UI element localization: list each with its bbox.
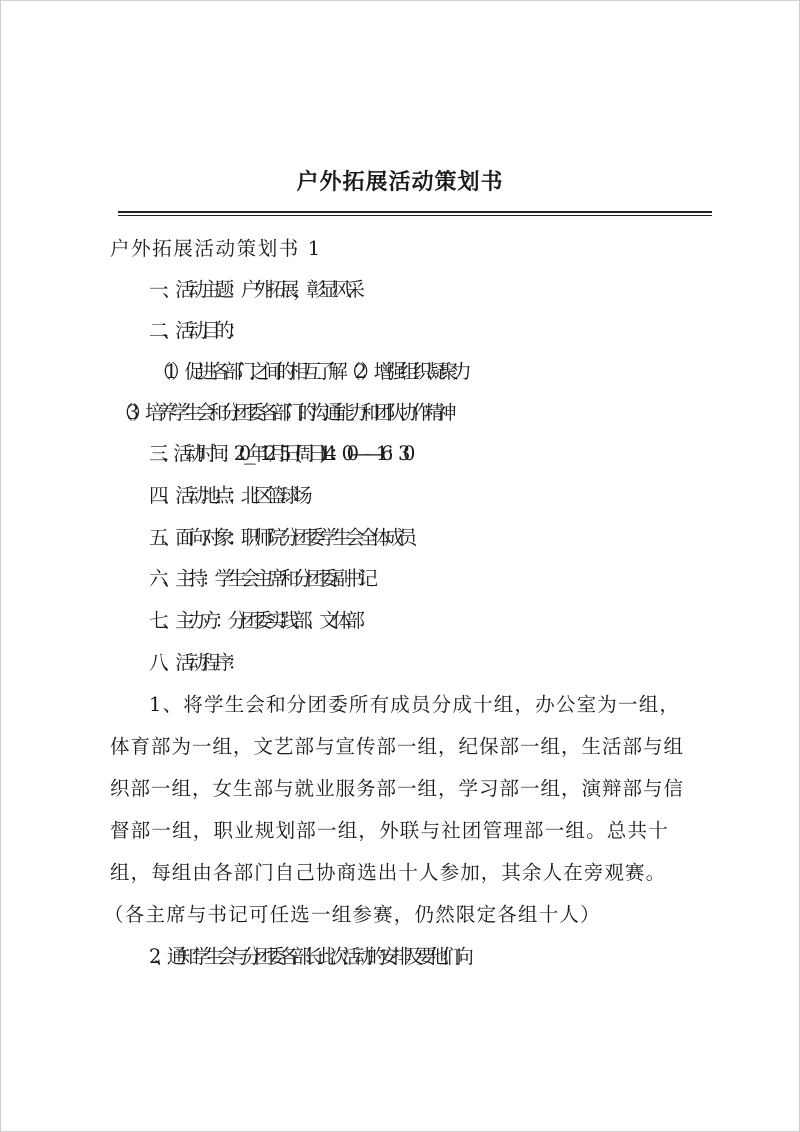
text-line-procedure-7: 2、通知学生会与分团委各部长此次活动的安排及要他们向 xyxy=(149,945,467,968)
text-line-purpose-heading: 二、活动目的： xyxy=(149,319,241,342)
title-divider-thick xyxy=(118,211,712,213)
document-title: 户外拓展活动策划书 xyxy=(296,169,504,195)
text-line-purpose-1: （1）促进各部门之间的相互了解（2）增强组织凝聚力 xyxy=(152,360,466,383)
text-line-time: 三、活动时间：20__年 12 月 5 日(周日)14：00——16：30 xyxy=(149,442,408,465)
text-line-procedure-4: 督部一组，职业规划部一组，外联与社团管理部一组。总共十 xyxy=(110,819,669,842)
text-line-purpose-2: （3）培养学生会和分团委各部门的沟通能力和团队协作精神 xyxy=(114,401,450,424)
text-line-procedure-5: 组，每组由各部门自己协商选出十人参加，其余人在旁观赛。 xyxy=(110,861,667,884)
title-divider-thin xyxy=(118,215,712,216)
text-line-procedure-6: （各主席与书记可任选一组参赛，仍然限定各组十人） xyxy=(104,903,601,926)
text-line-host: 六、主持：学生会主席和分团委副书记 xyxy=(149,567,372,590)
text-line-location: 四、活动地点：北区篮球场 xyxy=(149,484,307,507)
text-line-procedure-1: 1、将学生会和分团委所有成员分成十组，办公室为一组， xyxy=(149,693,681,716)
text-line-audience: 五、面向对象：职师院分团委学生会全体成员 xyxy=(149,526,412,549)
text-line-theme: 一、活动主题：户外拓展，彰显风采 xyxy=(149,278,359,301)
section-heading: 户外拓展活动策划书 1 xyxy=(110,237,322,260)
text-line-procedure-3: 织部一组，女生部与就业服务部一组，学习部一组，演辩部与信 xyxy=(110,777,685,800)
text-line-procedure-2: 体育部为一组，文艺部与宣传部一组，纪保部一组，生活部与组 xyxy=(110,735,685,758)
text-line-procedure-heading: 八、活动程序： xyxy=(149,651,241,674)
text-line-organizer: 七、主办方：分团委实践部、文体部 xyxy=(149,609,359,632)
